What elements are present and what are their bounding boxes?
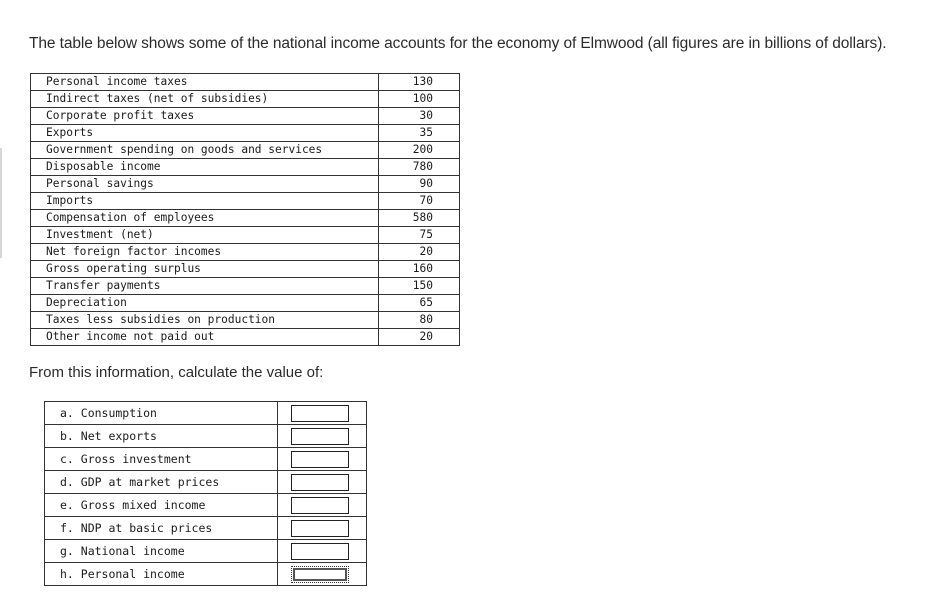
question-row — [45, 448, 367, 471]
answer-cell — [278, 540, 367, 563]
left-edge-rule — [0, 148, 2, 258]
account-label: Imports — [31, 193, 379, 210]
question-label: b. Net exports — [45, 425, 278, 448]
account-label: Investment (net) — [31, 227, 379, 244]
question-row — [45, 402, 367, 425]
account-value: 20 — [379, 329, 460, 346]
account-value: 780 — [379, 159, 460, 176]
answer-cell — [278, 563, 367, 586]
accounts-row — [31, 125, 460, 142]
account-value: 35 — [379, 125, 460, 142]
account-value: 90 — [379, 176, 460, 193]
calculation-prompt: From this information, calculate the value of: — [29, 364, 324, 381]
answer-input[interactable] — [291, 520, 349, 537]
account-value: 130 — [379, 74, 460, 91]
question-label: a. Consumption — [45, 402, 278, 425]
accounts-row — [31, 329, 460, 346]
accounts-row — [31, 108, 460, 125]
question-row — [45, 517, 367, 540]
account-value: 100 — [379, 91, 460, 108]
question-label: c. Gross investment — [45, 448, 278, 471]
answers-table — [44, 401, 367, 586]
account-label: Exports — [31, 125, 379, 142]
accounts-row — [31, 312, 460, 329]
accounts-row — [31, 295, 460, 312]
question-label: e. Gross mixed income — [45, 494, 278, 517]
answer-input[interactable] — [291, 543, 349, 560]
answer-cell — [278, 402, 367, 425]
account-label: Depreciation — [31, 295, 379, 312]
question-label: g. National income — [45, 540, 278, 563]
accounts-row — [31, 210, 460, 227]
answer-cell — [278, 471, 367, 494]
answer-input[interactable] — [291, 451, 349, 468]
question-row — [45, 425, 367, 448]
account-label: Indirect taxes (net of subsidies) — [31, 91, 379, 108]
intro-text: The table below shows some of the national income accounts for the economy of Elmwood (all figures are in billions of dollars). — [29, 35, 887, 52]
question-row — [45, 563, 367, 586]
question-row — [45, 494, 367, 517]
question-label: d. GDP at market prices — [45, 471, 278, 494]
account-label: Government spending on goods and services — [31, 142, 379, 159]
account-value: 150 — [379, 278, 460, 295]
accounts-row — [31, 244, 460, 261]
account-label: Taxes less subsidies on production — [31, 312, 379, 329]
answer-cell — [278, 448, 367, 471]
accounts-row — [31, 261, 460, 278]
account-value: 65 — [379, 295, 460, 312]
account-label: Compensation of employees — [31, 210, 379, 227]
account-label: Transfer payments — [31, 278, 379, 295]
account-label: Gross operating surplus — [31, 261, 379, 278]
question-row — [45, 471, 367, 494]
answer-input[interactable] — [291, 428, 349, 445]
account-value: 160 — [379, 261, 460, 278]
answer-input[interactable] — [291, 474, 349, 491]
account-label: Other income not paid out — [46, 330, 215, 343]
answer-cell — [278, 425, 367, 448]
answer-input[interactable] — [291, 497, 349, 514]
accounts-row — [31, 91, 460, 108]
accounts-row — [31, 193, 460, 210]
answer-cell — [278, 517, 367, 540]
accounts-row — [31, 227, 460, 244]
accounts-row — [31, 176, 460, 193]
account-label: Disposable income — [31, 159, 379, 176]
question-label: h. Personal income — [45, 563, 278, 586]
account-value: 580 — [379, 210, 460, 227]
question-label: f. NDP at basic prices — [45, 517, 278, 540]
account-value: 200 — [379, 142, 460, 159]
account-label: Net foreign factor incomes — [31, 244, 379, 261]
national-accounts-table — [30, 73, 460, 346]
accounts-row — [31, 159, 460, 176]
account-label: Personal savings — [31, 176, 379, 193]
account-value: 75 — [379, 227, 460, 244]
answer-input[interactable] — [291, 405, 349, 422]
account-value: 20 — [379, 244, 460, 261]
accounts-row — [31, 278, 460, 295]
account-value: 80 — [379, 312, 460, 329]
question-row — [45, 540, 367, 563]
answer-input[interactable] — [291, 566, 349, 583]
account-label: Corporate profit taxes — [31, 108, 379, 125]
account-value: 70 — [379, 193, 460, 210]
accounts-row — [31, 142, 460, 159]
account-value: 30 — [379, 108, 460, 125]
answer-cell — [278, 494, 367, 517]
account-label: Personal income taxes — [31, 74, 379, 91]
accounts-row — [31, 74, 460, 91]
